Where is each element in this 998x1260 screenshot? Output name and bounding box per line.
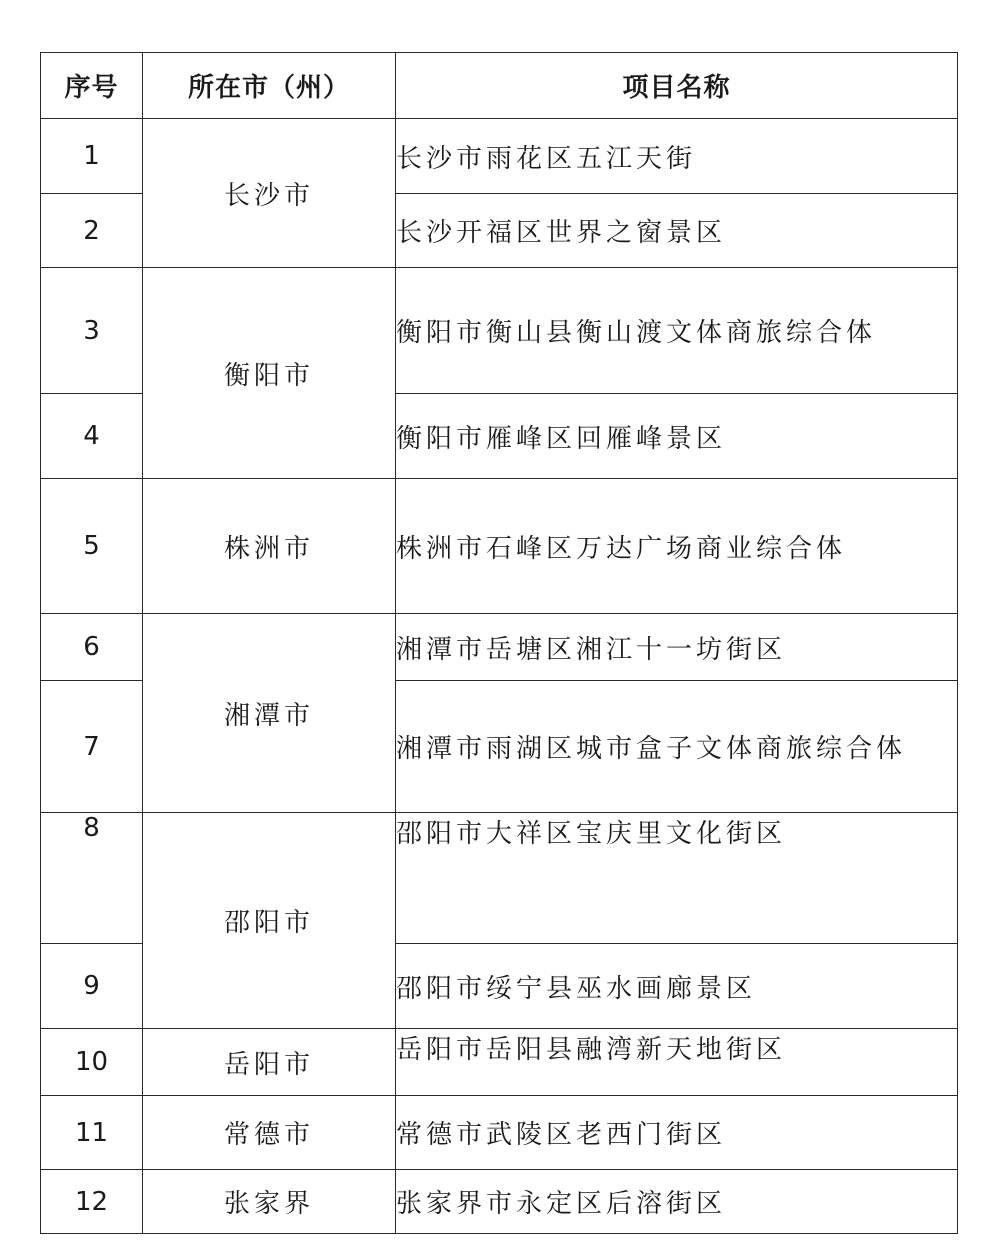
project-name: 株洲市石峰区万达广场商业综合体 [396,479,958,614]
row-number: 7 [41,681,143,813]
city-cell: 衡阳市 [143,268,396,479]
row-number: 11 [41,1096,143,1170]
project-name: 湘潭市岳塘区湘江十一坊街区 [396,614,958,681]
row-number: 2 [41,194,143,268]
row-number: 12 [41,1170,143,1234]
header-name: 项目名称 [396,53,958,119]
city-cell: 邵阳市 [143,813,396,1029]
table-row [41,268,958,394]
table-row [41,1029,958,1096]
table-row [41,119,958,194]
row-number: 1 [41,119,143,194]
city-cell: 张家界 [143,1170,396,1234]
table-row [41,1170,958,1234]
header-city: 所在市（州） [143,53,396,119]
project-table [40,52,958,1234]
row-number: 10 [41,1029,143,1096]
project-name: 邵阳市绥宁县巫水画廊景区 [396,944,958,1029]
city-cell: 岳阳市 [143,1029,396,1096]
table-row [41,813,958,944]
table-row [41,614,958,681]
table-row [41,1096,958,1170]
project-name: 衡阳市雁峰区回雁峰景区 [396,394,958,479]
row-number: 4 [41,394,143,479]
table-row [41,479,958,614]
project-name: 长沙开福区世界之窗景区 [396,194,958,268]
header-no: 序号 [41,53,143,119]
city-cell: 湘潭市 [143,614,396,813]
row-number: 9 [41,944,143,1029]
row-number: 8 [41,813,143,944]
project-name: 常德市武陵区老西门街区 [396,1096,958,1170]
city-cell: 长沙市 [143,119,396,268]
row-number: 6 [41,614,143,681]
project-name: 张家界市永定区后溶街区 [396,1170,958,1234]
city-cell: 株洲市 [143,479,396,614]
city-cell: 常德市 [143,1096,396,1170]
project-name: 岳阳市岳阳县融湾新天地街区 [396,1029,958,1096]
row-number: 5 [41,479,143,614]
project-name: 湘潭市雨湖区城市盒子文体商旅综合体 [396,681,958,813]
project-name: 邵阳市大祥区宝庆里文化街区 [396,813,958,944]
row-number: 3 [41,268,143,394]
project-name: 衡阳市衡山县衡山渡文体商旅综合体 [396,268,958,394]
project-name: 长沙市雨花区五江天街 [396,119,958,194]
header-row [41,53,958,119]
